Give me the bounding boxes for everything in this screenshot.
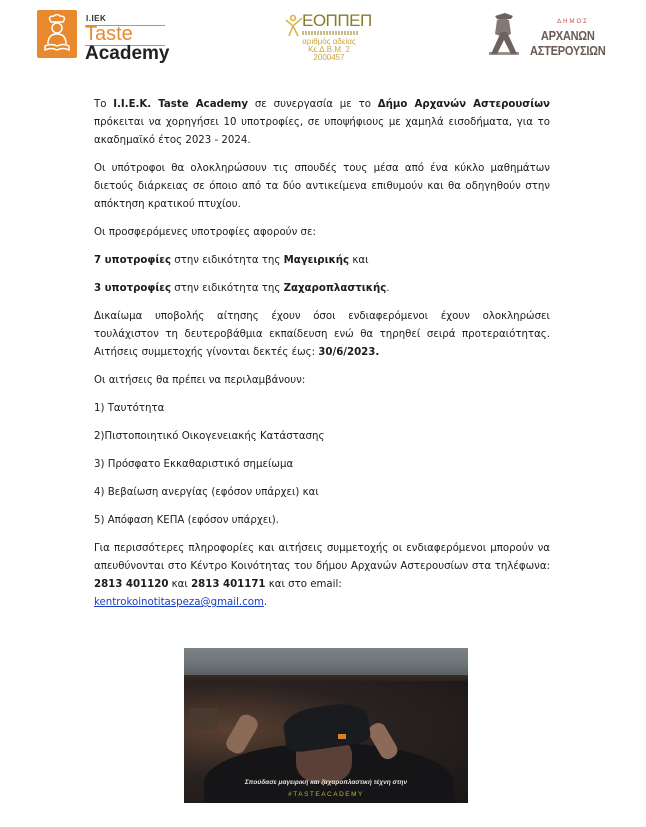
text: Για περισσότερες πληροφορίες και αιτήσεις συμμετοχής οι ενδιαφερόμενοι μπορούν να απευθύνονται στο Κέντρο Κοινότητας του δήμου Αρχανών Αστερουσίων στα τηλέφωνα: [94, 543, 550, 572]
text: . [263, 597, 268, 608]
email-link[interactable]: kentrokoinotitaspeza@gmail.com [94, 597, 264, 608]
text: . [386, 283, 390, 294]
count: 3 υποτροφίες [94, 283, 172, 294]
license-line: Κε.Δ.Β.Μ. 2 [308, 45, 350, 54]
offered-heading: Οι προσφερόμενες υποτροφίες αφορούν σε: [94, 227, 316, 238]
dimos-logo [487, 12, 632, 58]
dimos-label: ΔΗΜΟΣ [557, 19, 589, 25]
specialty: Ζαχαροπλαστικής [283, 283, 387, 294]
chef-icon [37, 10, 77, 58]
photo-hat-tag [338, 734, 346, 739]
requirements-heading: Οι αιτήσεις θα πρέπει να περιλαμβάνουν: [94, 375, 306, 386]
text: πρόκειται να χορηγήσει 10 υποτροφίες, σε υποψήφιους με χαμηλά εισοδήματα, για το ακαδημαϊκό έτος 2023 - 2024. [94, 117, 550, 146]
text: σε συνεργασία με το [248, 99, 378, 110]
photo-caption: Σπούδασε μαγειρική και ζαχαροπλαστική τέχνη στην [244, 779, 408, 786]
text: και [168, 579, 192, 590]
photo-ceiling [184, 648, 468, 675]
requirement-item: 5) Απόφαση ΚΕΠΑ (εφόσον υπάρχει). [94, 515, 279, 526]
scholarship-pastry [94, 280, 550, 298]
requirement-item: 2)Πιστοποιητικό Οικογενειακής Κατάστασης [94, 431, 325, 442]
specialty: Μαγειρικής [283, 255, 350, 266]
photo-panel [190, 708, 218, 730]
iiek-label: I.IEK [86, 14, 107, 23]
eoppep-license [289, 38, 369, 62]
license-line: 2000457 [313, 53, 345, 62]
logo-text-taste: Taste [85, 23, 133, 45]
photo-hashtag: #TASTEACADEMY [288, 791, 364, 798]
text: και [349, 255, 369, 266]
text: και στο email: [265, 579, 342, 590]
text: Δικαίωμα υποβολής αίτησης έχουν όσοι ενδιαφερόμενοι έχουν ολοκληρώσει τουλάχιστον τη δευτεροβάθμια εκπαίδευση ενώ θα τηρηθεί σειρά προτεραιότητας. Αιτήσεις συμμετοχής γίνονται δεκτές έως: [94, 311, 550, 358]
dimos-name-line2: ΑΣΤΕΡΟΥΣΙΩΝ [529, 43, 606, 58]
eoppep-subtitle [302, 31, 358, 35]
requirement-item: 3) Πρόσφατο Εκκαθαριστικό σημείωμα [94, 459, 294, 470]
figure-icon [284, 14, 304, 38]
deadline: 30/6/2023. [318, 347, 380, 358]
dimos-name-line1: ΑΡΧΑΝΩΝ [540, 28, 595, 43]
logo-text-academy: Academy [85, 43, 170, 64]
program-paragraph: Οι υπότροφοι θα ολοκληρώσουν τις σπουδές τους μέσα από ένα κύκλο μαθημάτων διετούς διάρκειας σε όποιο από τα δύο αντικείμενα επιθυμούν και θα οδηγηθούν στην απόκτηση κρατικού πτυχίου. [94, 163, 550, 210]
phone-number: 2813 401171 [191, 579, 266, 590]
requirement-item: 4) Βεβαίωση ανεργίας (εφόσον υπάρχει) και [94, 487, 319, 498]
eoppep-title: ΕΟΠΠΕΠ [302, 11, 372, 30]
contact-paragraph [94, 540, 550, 612]
text: Το [94, 99, 114, 110]
count: 7 υποτροφίες [94, 255, 172, 266]
school-name: I.I.E.K. Taste Academy [113, 99, 249, 110]
intro-paragraph [94, 96, 550, 150]
phone-number: 2813 401120 [94, 579, 169, 590]
statue-icon [487, 12, 521, 56]
text: στην ειδικότητα της [171, 283, 284, 294]
text: στην ειδικότητα της [171, 255, 284, 266]
scholarship-cooking [94, 252, 550, 270]
requirement-item: 1) Ταυτότητα [94, 403, 165, 414]
taste-academy-logo [37, 8, 169, 64]
license-line: αριθμός αδείας [302, 37, 356, 46]
eligibility-paragraph [94, 308, 550, 362]
municipality-name: Δήμο Αρχανών Αστερουσίων [377, 99, 550, 110]
eoppep-logo [284, 12, 370, 64]
chef-photo [184, 648, 468, 803]
announcement-body [94, 96, 550, 612]
